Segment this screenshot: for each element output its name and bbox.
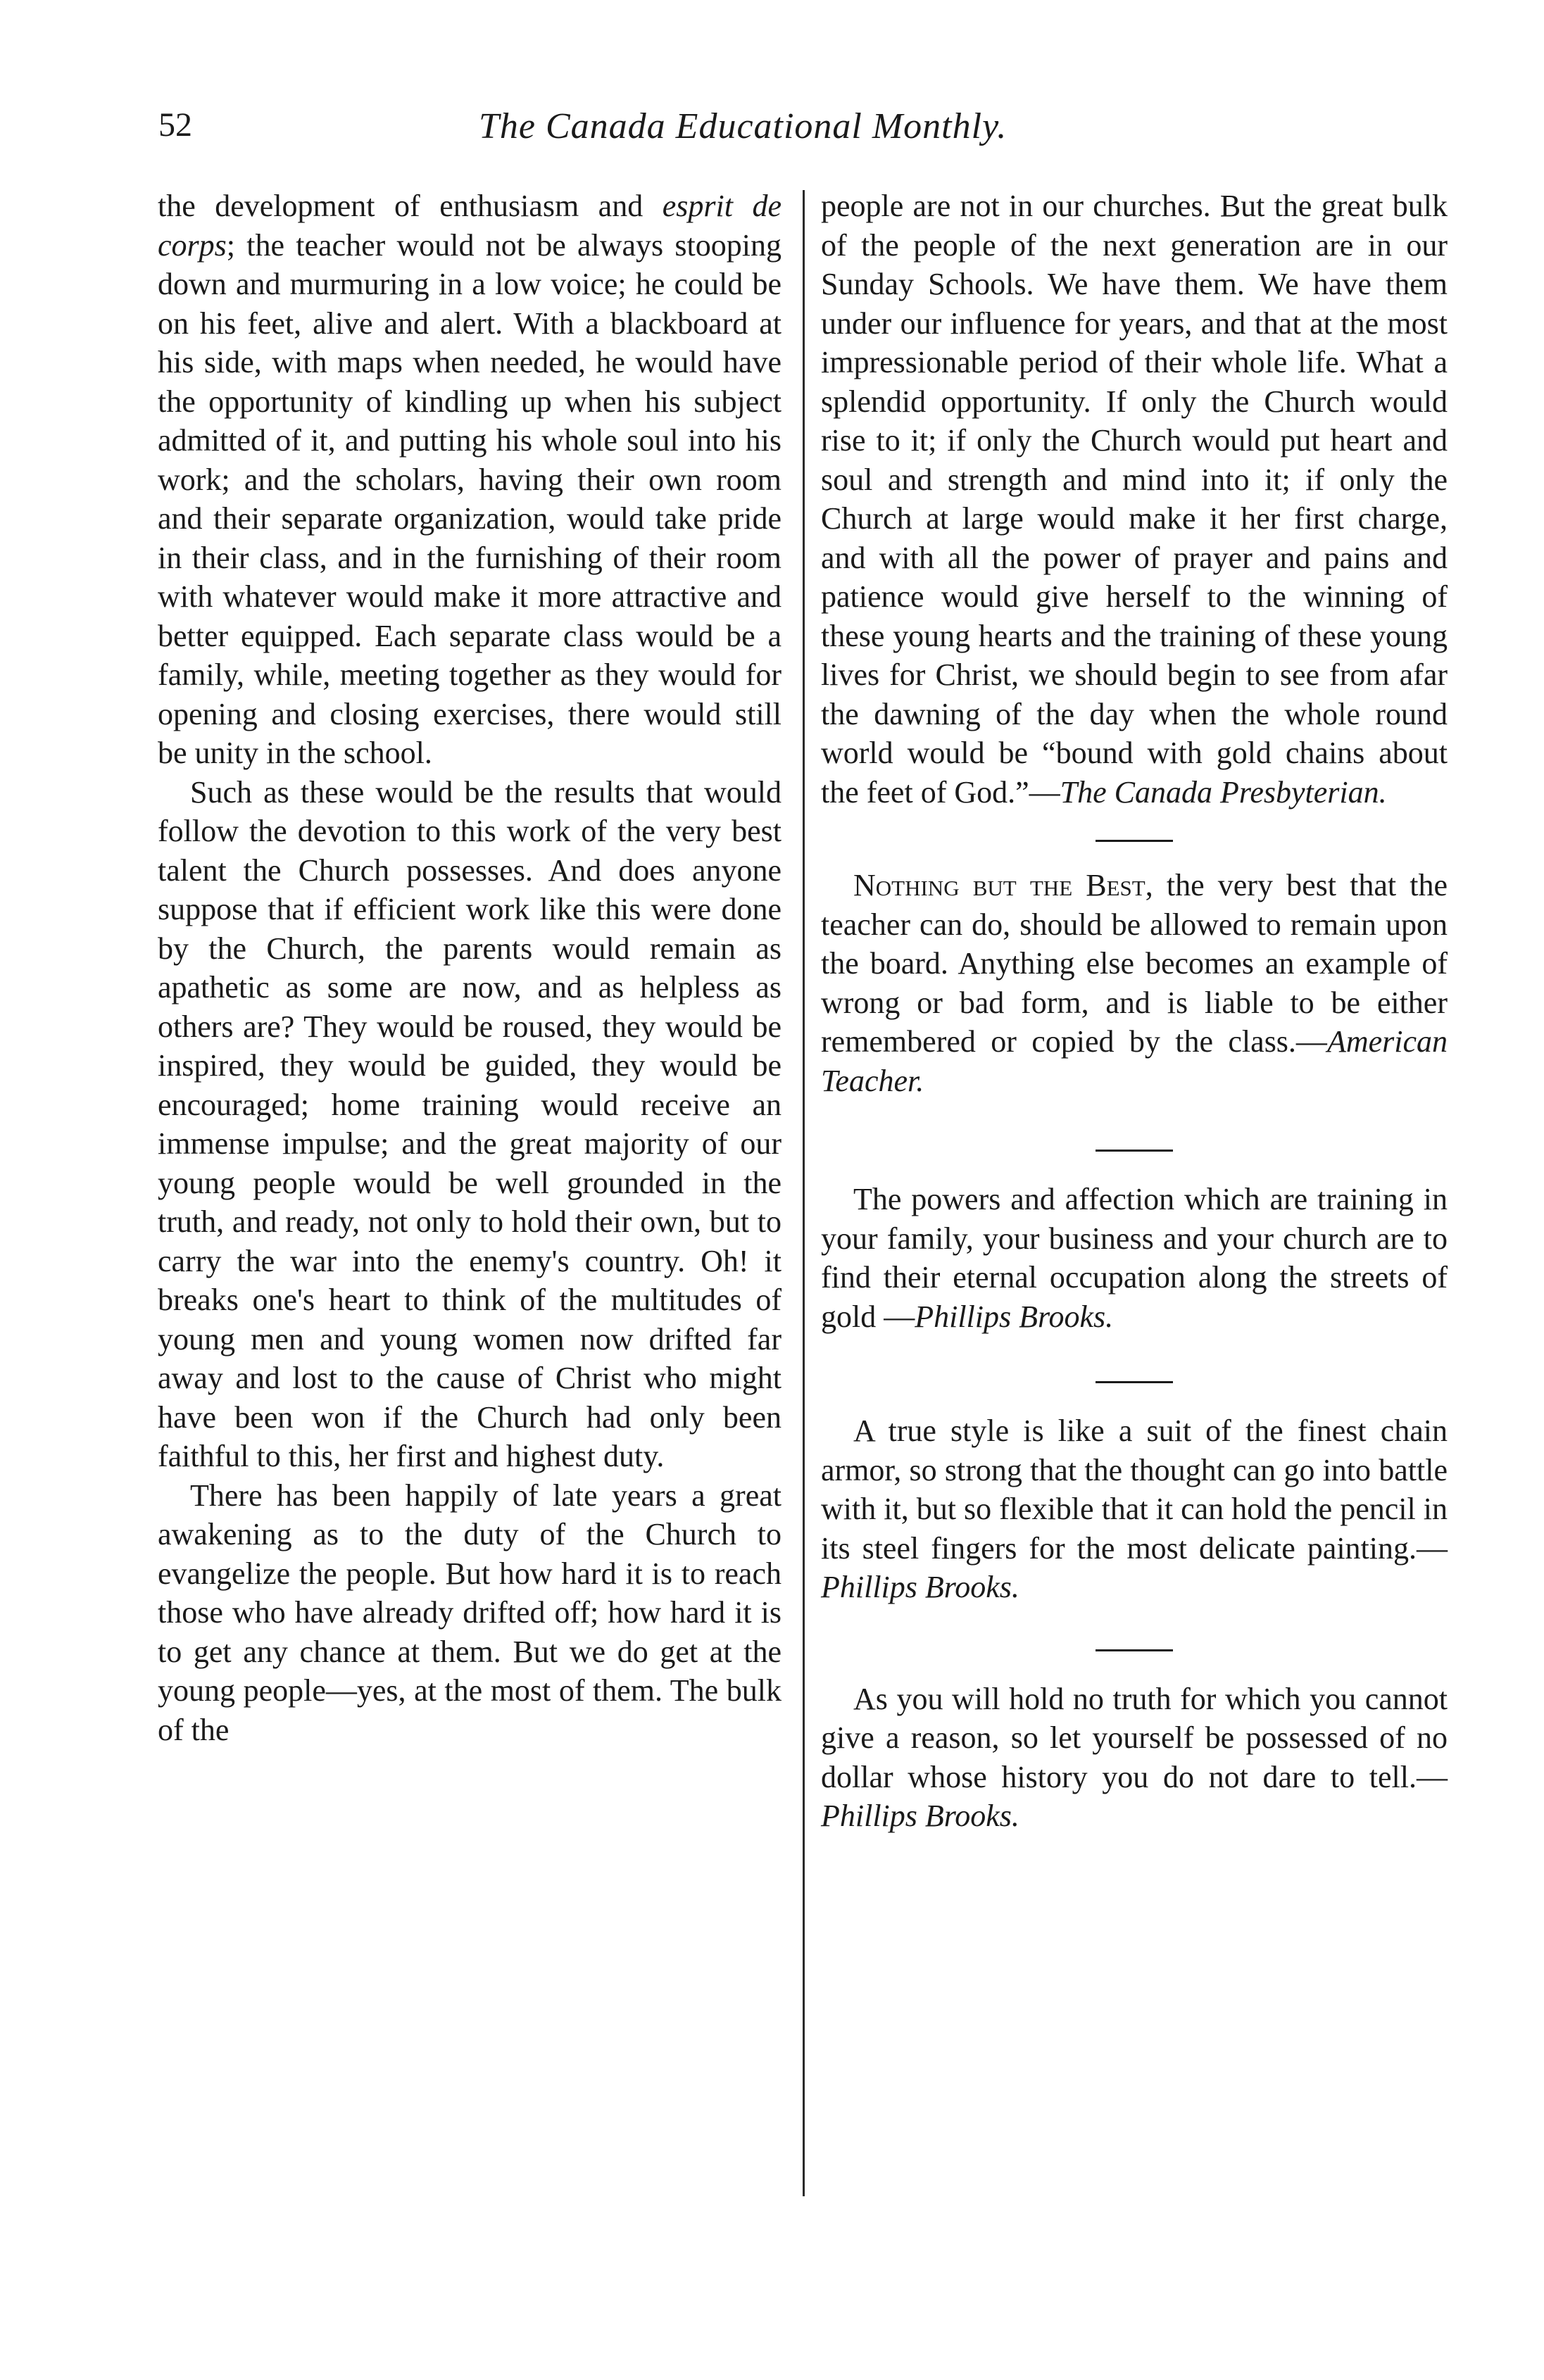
left-paragraph-1-italic: esprit de corps bbox=[158, 189, 782, 263]
right-paragraph-2-smallcaps: Nothing but the Best bbox=[853, 868, 1146, 902]
left-paragraph-2: Such as these would be the results that would follow the devotion to this work of the very best talent the Church possesses. And does anyone suppose that if efficient work like this were done by the Church, the parents would remain as apathetic as some are now, and as helpless as others are? They would be roused, they would be inspired, they would be guided, they would be encouraged; home training would receive an immense impulse; and the great majority of our young people would be well grounded in the truth, and ready, not only to hold their own, but to carry the war into the enemy's country. Oh! it breaks one's heart to think of the multitudes of young men and young women now drifted far away and lost to the cause of Christ who might have been won if the Church had only been faithful to this, her first and highest duty. bbox=[158, 774, 782, 1473]
column-divider bbox=[803, 190, 805, 2196]
right-paragraph-4-source: Phillips Brooks. bbox=[821, 1570, 1019, 1604]
left-paragraph-3: There has been happily of late years a great awakening as to the duty of the Church to evangelize the people. But how hard it is to reach those who have already drifted off; how hard it is to get any chance at them. But we do get at the young people—yes, at the most of them. The bulk of the bbox=[158, 1478, 782, 1747]
right-paragraph-1-text: people are not in our churches. But the great bulk of the people of the next generation are in our Sunday Schools. We have them. We have them under our influence for years, and that at the most impressionable period of their whole life. What a splendid opportunity. If only the Church would rise to it; if only the Church would put heart and soul and strength and mind into it; if only the Church at large would make it her first charge, and with all the power of prayer and pains and patience would give herself to the winning of these young hearts and the training of these young lives for Christ, we should begin to see from afar the dawning of the day when the whole round world would be “bound with gold chains about the feet of God.”— bbox=[821, 189, 1448, 810]
right-paragraph-5 bbox=[821, 1680, 1448, 1836]
right-paragraph-4 bbox=[821, 1411, 1448, 1607]
left-paragraph-1 bbox=[158, 187, 782, 773]
separator-rule bbox=[1096, 1649, 1173, 1651]
right-column bbox=[821, 187, 1448, 1836]
left-column bbox=[158, 187, 782, 1749]
right-paragraph-2-source: American Teacher. bbox=[821, 1024, 1448, 1098]
right-paragraph-3-text: The powers and affection which are training in your family, your business and your church are to find their eternal occupation along the streets of gold — bbox=[821, 1182, 1448, 1334]
right-paragraph-3 bbox=[821, 1180, 1448, 1336]
journal-title: The Canada Educational Monthly. bbox=[479, 106, 1008, 146]
right-paragraph-2-text: , the very best that the teacher can do, should be allowed to remain upon the board. Anything else becomes an example of wrong or bad form, and is liable to be either remembered or copied by the class.— bbox=[821, 868, 1448, 1059]
page-number: 52 bbox=[158, 106, 192, 144]
left-paragraph-1-text-b: ; the teacher would not be always stooping down and murmuring in a low voice; he could be on his feet, alive and alert. With a blackboard at his side, with maps when needed, he would have the opportunity of kindling up when his subject admitted of it, and putting his whole soul into his work; and the scholars, having their own room and their separate organization, would take pride in their class, and in the furnishing of their room with whatever would make it more attractive and better equipped. Each separate class would be a family, while, meeting together as they would for opening and closing exercises, there would still be unity in the school. bbox=[158, 227, 782, 770]
separator-rule bbox=[1096, 1381, 1173, 1383]
page-header bbox=[158, 106, 1447, 162]
right-paragraph-5-source: Phillips Brooks. bbox=[821, 1799, 1019, 1833]
separator-rule bbox=[1096, 1150, 1173, 1152]
right-paragraph-1-source: The Canada Presbyterian. bbox=[1060, 774, 1387, 810]
separator-rule bbox=[1096, 840, 1173, 842]
left-paragraph-1-text-a: the development of enthusiasm and bbox=[158, 189, 663, 223]
right-paragraph-5-text: As you will hold no truth for which you cannot give a reason, so let yourself be possessed of no dollar whose history you do not dare to tell.— bbox=[821, 1681, 1448, 1794]
right-paragraph-1 bbox=[821, 187, 1448, 812]
right-paragraph-4-text: A true style is like a suit of the finest chain armor, so strong that the thought can go into battle with it, but so flexible that it can hold the pencil in its steel fingers for the most delicate painting.— bbox=[821, 1413, 1448, 1566]
right-paragraph-3-source: Phillips Brooks. bbox=[915, 1299, 1114, 1334]
right-paragraph-2 bbox=[821, 866, 1448, 1100]
